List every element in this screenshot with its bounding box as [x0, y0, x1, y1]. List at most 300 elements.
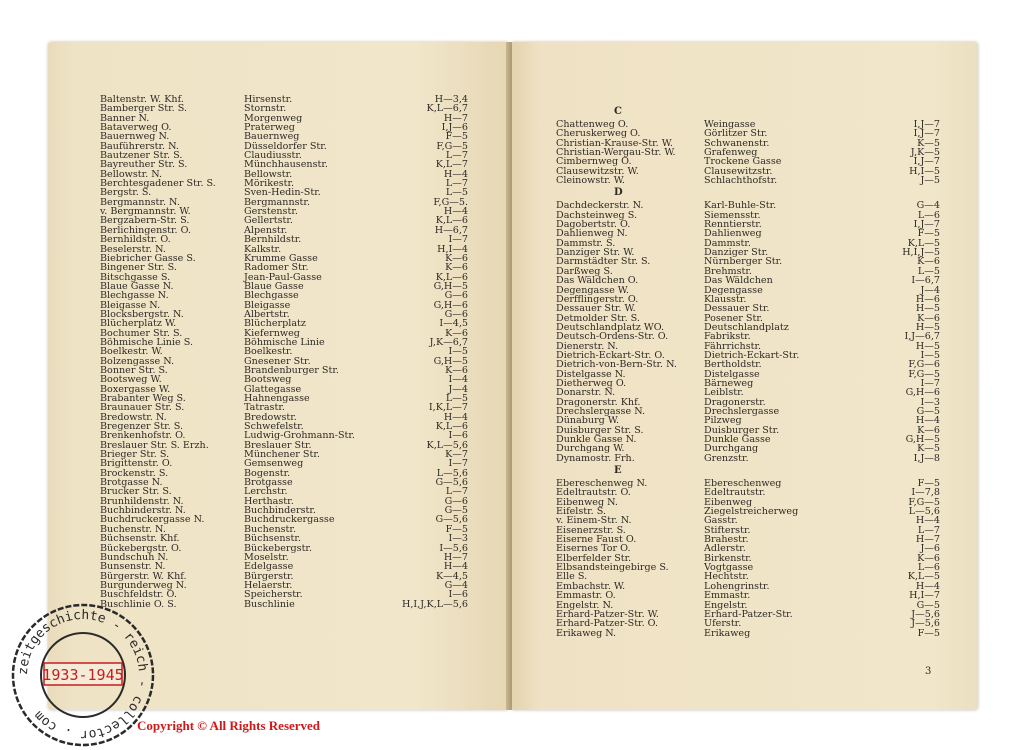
street-new-name: Stifterstr. — [704, 524, 751, 536]
grid-reference: K,L—5 — [907, 237, 940, 249]
grid-reference: H—6,7 — [434, 224, 468, 236]
street-new-name: Degengasse — [704, 284, 763, 296]
grid-reference: I—4,5 — [439, 318, 468, 330]
street-new-name: Brandenburger Str. — [244, 364, 339, 376]
grid-reference: H,I—5 — [909, 165, 940, 177]
street-new-name: Bertholdstr. — [704, 359, 762, 371]
street-new-name: Distelgasse — [704, 368, 760, 380]
collector-stamp — [8, 600, 158, 750]
grid-reference: H,I,J,K,L—5,6 — [401, 598, 468, 610]
grid-reference: I,J—6 — [441, 122, 468, 134]
street-old-name: Clausewitzstr. W. — [556, 165, 639, 177]
street-old-name: Bauführerstr. N. — [100, 140, 179, 152]
street-old-name: Das Wäldchen O. — [556, 275, 639, 287]
street-old-name: Berlichingenstr. O. — [100, 224, 192, 236]
street-new-name: Schwefelstr. — [244, 421, 304, 433]
grid-reference: H—4 — [443, 206, 468, 218]
street-old-name: Emmastr. O. — [556, 590, 616, 602]
street-new-name: Radomer Str. — [244, 262, 309, 274]
street-new-name: Herthastr. — [244, 495, 294, 507]
grid-reference: F—5 — [445, 131, 468, 143]
grid-reference: F,G—5. — [433, 196, 468, 208]
street-old-name: Detmolder Str. S. — [556, 312, 640, 324]
street-old-name: Boxergasse W. — [100, 383, 171, 395]
grid-reference: K—5 — [917, 137, 940, 149]
grid-reference: K,L—7 — [435, 159, 468, 171]
street-old-name: Degengasse W. — [556, 284, 630, 296]
street-new-name: Moselstr. — [244, 551, 289, 563]
street-old-name: Dienerstr. N. — [556, 340, 619, 352]
street-old-name: Böhmische Linie S. — [100, 336, 194, 348]
street-new-name: Clausewitzstr. — [704, 165, 773, 177]
street-old-name: Cleinowstr. W. — [556, 175, 625, 187]
street-new-name: Krumme Gasse — [244, 252, 318, 264]
grid-reference: L—6 — [917, 562, 940, 574]
street-old-name: Buchenstr. N. — [100, 523, 166, 535]
street-new-name: Lerchstr. — [244, 486, 288, 498]
street-old-name: Darßweg S. — [556, 265, 613, 277]
grid-reference: J—4 — [920, 284, 940, 296]
street-old-name: Dessauer Str. W. — [556, 303, 636, 315]
grid-reference: G,H—5 — [433, 280, 468, 292]
street-new-name: Büchsenstr. — [244, 533, 301, 545]
street-old-name: Engelstr. N. — [556, 599, 614, 611]
street-new-name: Schlachthofstr. — [704, 175, 778, 187]
street-new-name: Dahlienweg — [704, 228, 762, 240]
street-new-name: Gellertstr. — [244, 215, 293, 227]
street-old-name: Distelgasse N. — [556, 368, 626, 380]
street-old-name: Blücherplatz W. — [100, 318, 177, 330]
grid-reference: J—5 — [920, 175, 940, 187]
grid-reference: K—6 — [445, 262, 468, 274]
grid-reference: K,L—5,6 — [426, 439, 468, 451]
grid-reference: I,J—6,7 — [904, 331, 940, 343]
street-new-name: Gasstr. — [704, 515, 738, 527]
grid-reference: J—6 — [920, 543, 940, 555]
street-old-name: Bootsweg W. — [100, 374, 162, 386]
grid-reference: K,L—6 — [435, 271, 468, 283]
section-letter-heading — [556, 185, 940, 201]
page-number: 3 — [925, 666, 932, 677]
grid-reference: G,H—6 — [905, 387, 940, 399]
street-old-name: Blechgasse N. — [100, 290, 169, 302]
street-new-name: Leiblstr. — [704, 387, 744, 399]
grid-reference: K—6 — [445, 327, 468, 339]
street-old-name: Cheruskerweg O. — [556, 128, 641, 140]
index-row — [556, 454, 940, 463]
street-new-name: Buschlinie — [244, 598, 295, 610]
index-row — [556, 591, 940, 600]
street-old-name: Elbsandsteingebirge S. — [556, 562, 669, 574]
street-new-name: Kiefernweg — [244, 327, 300, 339]
street-old-name: Bautzener Str. S. — [100, 150, 183, 162]
street-new-name: Lohengrinstr. — [704, 580, 770, 592]
street-new-name: Böhmische Linie — [244, 336, 325, 348]
street-new-name: Ludwig-Grohmann-Str. — [244, 430, 355, 442]
grid-reference: I,K,L—7 — [428, 402, 468, 414]
street-old-name: Elle S. — [556, 571, 588, 583]
street-old-name: Bregenzer Str. S. — [100, 421, 184, 433]
grid-reference: H—7 — [915, 534, 940, 546]
grid-reference: K,L—6,7 — [426, 103, 468, 115]
street-new-name: Ebereschenweg — [704, 478, 782, 490]
grid-reference: I—4 — [448, 374, 468, 386]
street-old-name: Bergmannstr. N. — [100, 196, 180, 208]
grid-reference: L—7 — [445, 486, 468, 498]
grid-reference: J—5,6 — [911, 608, 940, 620]
street-old-name: Dietrich-Eckart-Str. O. — [556, 349, 665, 361]
grid-reference: I—6 — [448, 430, 468, 442]
street-old-name: Blaue Gasse N. — [100, 280, 174, 292]
street-new-name: Edelgasse — [244, 561, 294, 573]
street-old-name: Berchtesgadener Str. S. — [100, 178, 216, 190]
section-letter: E — [614, 465, 622, 477]
street-old-name: Brotgasse N. — [100, 477, 163, 489]
street-new-name: Brotgasse — [244, 477, 293, 489]
street-new-name: Blücherplatz — [244, 318, 306, 330]
street-old-name: Brockenstr. S. — [100, 467, 169, 479]
street-new-name: Erikaweg — [704, 627, 751, 639]
street-new-name: Trockene Gasse — [704, 156, 782, 168]
grid-reference: J—4 — [448, 383, 468, 395]
street-new-name: Eibenweg — [704, 496, 753, 508]
street-old-name: Danziger Str. W. — [556, 247, 635, 259]
street-new-name: Grafenweg — [704, 147, 758, 159]
copyright-notice: Copyright © All Rights Reserved — [137, 718, 321, 733]
grid-reference: G,H—5 — [433, 355, 468, 367]
grid-reference: J—5,6 — [911, 618, 940, 630]
street-new-name: Brahestr. — [704, 534, 749, 546]
street-old-name: Dragonerstr. Khf. — [556, 396, 641, 408]
street-new-name: Stornstr. — [244, 103, 287, 115]
street-new-name: Brehmstr. — [704, 265, 752, 277]
street-old-name: Dammstr. S. — [556, 237, 616, 249]
street-old-name: Embachstr. W. — [556, 580, 626, 592]
grid-reference: F—5 — [445, 523, 468, 535]
street-new-name: Praterweg — [244, 122, 295, 134]
street-old-name: Biebricher Gasse S. — [100, 252, 196, 264]
street-old-name: Buschfeldstr. O. — [100, 589, 177, 601]
grid-reference: I,J—7 — [913, 119, 940, 130]
grid-reference: F,G—5 — [436, 140, 468, 152]
grid-reference: F,G—5 — [908, 496, 940, 508]
grid-reference: H—7 — [443, 551, 468, 563]
grid-reference: H—5 — [915, 340, 940, 352]
street-new-name: Hechtstr. — [704, 571, 749, 583]
grid-reference: H—3,4 — [434, 94, 468, 105]
grid-reference: H—4 — [443, 411, 468, 423]
grid-reference: G—5,6 — [435, 477, 468, 489]
street-new-name: Tatrastr. — [244, 402, 285, 414]
grid-reference: F—5 — [917, 228, 940, 240]
grid-reference: F,G—5 — [908, 368, 940, 380]
grid-reference: K,L—6 — [435, 421, 468, 433]
street-new-name: Renntierstr. — [704, 219, 762, 231]
street-new-name: Sven-Hedin-Str. — [244, 187, 321, 199]
grid-reference: K—6 — [917, 424, 940, 436]
street-old-name: Drechslergasse N. — [556, 405, 646, 417]
street-new-name: Fährrichstr. — [704, 340, 762, 352]
grid-reference: K—6 — [917, 312, 940, 324]
grid-reference: H—4 — [443, 168, 468, 180]
street-old-name: Bürgerstr. W. Khf. — [100, 570, 187, 582]
street-new-name: Dietrich-Eckart-Str. — [704, 349, 800, 361]
grid-reference: I—7 — [448, 458, 468, 470]
street-old-name: Büchsenstr. Khf. — [100, 533, 180, 545]
street-new-name: Uferstr. — [704, 618, 742, 630]
street-old-name: Bückebergstr. O. — [100, 542, 182, 554]
street-old-name: Derfflingerstr. O. — [556, 293, 639, 305]
section-letter: D — [614, 187, 623, 199]
grid-reference: H—6 — [915, 293, 940, 305]
street-old-name: Darmstädter Str. S. — [556, 256, 651, 268]
street-new-name: Siemensstr. — [704, 209, 761, 221]
street-new-name: Weingasse — [704, 119, 756, 130]
street-old-name: Eisernes Tor O. — [556, 543, 631, 555]
street-new-name: Birkenstr. — [704, 552, 752, 564]
street-new-name: Das Wäldchen — [704, 275, 773, 287]
street-old-name: Bochumer Str. S. — [100, 327, 183, 339]
street-old-name: Breslauer Str. S. Erzh. — [100, 439, 209, 451]
street-new-name: Albertstr. — [244, 308, 290, 320]
street-old-name: Bayreuther Str. S. — [100, 159, 188, 171]
street-old-name: Bergzabern-Str. S. — [100, 215, 190, 227]
street-old-name: Bolzengasse N. — [100, 355, 175, 367]
street-new-name: Buchdruckergasse — [244, 514, 335, 526]
street-new-name: Münchhausenstr. — [244, 159, 328, 171]
street-new-name: Bellowstr. — [244, 168, 293, 180]
street-new-name: Dragonerstr. — [704, 396, 766, 408]
street-old-name: Brieger Str. S. — [100, 449, 170, 461]
street-old-name: Bellowstr. N. — [100, 168, 163, 180]
street-old-name: Baltenstr. W. Khf. — [100, 94, 184, 105]
street-new-name: Mörikestr. — [244, 178, 295, 190]
grid-reference: I,J—7 — [913, 128, 940, 140]
grid-reference: H—4 — [915, 580, 940, 592]
street-new-name: Helaerstr. — [244, 579, 293, 591]
street-new-name: Speicherstr. — [244, 589, 303, 601]
grid-reference: I—7,8 — [911, 487, 940, 499]
street-old-name: Deutschlandplatz WO. — [556, 321, 665, 333]
street-new-name: Grenzstr. — [704, 452, 749, 464]
street-old-name: Dünaburg W. — [556, 415, 620, 427]
street-new-name: Schwanenstr. — [704, 137, 770, 149]
street-new-name: Gemsenweg — [244, 458, 304, 470]
street-old-name: Bauernweg N. — [100, 131, 170, 143]
street-new-name: Glattegasse — [244, 383, 302, 395]
grid-reference: G—4 — [916, 200, 940, 212]
street-old-name: Burgunderweg N. — [100, 579, 187, 591]
street-old-name: Dietrich-von-Bern-Str. N. — [556, 359, 677, 371]
grid-reference: K,L—5 — [907, 571, 940, 583]
street-old-name: Bunsenstr. N. — [100, 561, 166, 573]
grid-reference: I,J—8 — [913, 452, 940, 464]
grid-reference: K—7 — [445, 449, 468, 461]
street-old-name: Christian-Krause-Str. W. — [556, 137, 673, 149]
right-street-index — [556, 104, 940, 638]
street-old-name: Brucker Str. S. — [100, 486, 172, 498]
street-old-name: Cimbernweg O. — [556, 156, 632, 168]
street-old-name: Duisburger Str. S. — [556, 424, 644, 436]
street-new-name: Jean-Paul-Gasse — [244, 271, 322, 283]
street-old-name: Bataverweg O. — [100, 122, 172, 134]
street-old-name: v. Einem-Str. N. — [556, 515, 632, 527]
grid-reference: J,K—5 — [910, 147, 940, 159]
grid-reference: G—6 — [444, 290, 468, 302]
street-new-name: Karl-Buhle-Str. — [704, 200, 777, 212]
section-letter-heading — [556, 463, 940, 479]
street-new-name: Duisburger Str. — [704, 424, 780, 436]
grid-reference: I,J—7 — [913, 219, 940, 231]
street-old-name: Braunauer Str. S. — [100, 402, 185, 414]
grid-reference: G,H—5 — [905, 434, 940, 445]
street-new-name: Claudiusstr. — [244, 150, 302, 162]
street-new-name: Bootsweg — [244, 374, 292, 386]
street-old-name: Dachdeckerstr. N. — [556, 200, 644, 212]
grid-reference: L—7 — [445, 178, 468, 190]
street-old-name: Bergstr. S. — [100, 187, 152, 199]
street-new-name: Gnesener Str. — [244, 355, 311, 367]
grid-reference: I—7 — [920, 377, 940, 389]
street-new-name: Klausstr. — [704, 293, 747, 305]
street-old-name: Edeltrautstr. O. — [556, 487, 631, 499]
street-new-name: Dessauer Str. — [704, 303, 770, 315]
grid-reference: H—4 — [443, 561, 468, 573]
grid-reference: I—3 — [448, 533, 468, 545]
street-new-name: Bauernweg — [244, 131, 300, 143]
street-new-name: Bärneweg — [704, 377, 754, 389]
grid-reference: L—6 — [917, 209, 940, 221]
street-new-name: Kalkstr. — [244, 243, 282, 255]
street-old-name: Eifelstr. S. — [556, 506, 607, 518]
grid-reference: G—4 — [444, 579, 468, 591]
street-new-name: Bürgerstr. — [244, 570, 294, 582]
grid-reference: L—5,6 — [908, 506, 940, 518]
street-old-name: Buschlinie O. S. — [100, 598, 177, 610]
street-old-name: Blocksbergstr. N. — [100, 308, 184, 320]
street-old-name: Erikaweg N. — [556, 627, 617, 639]
street-new-name: Münchener Str. — [244, 449, 320, 461]
street-new-name: Erhard-Patzer-Str. — [704, 608, 793, 620]
street-old-name: Brigittenstr. O. — [100, 458, 173, 470]
street-new-name: Hirsenstr. — [244, 94, 293, 105]
street-old-name: Bamberger Str. S. — [100, 103, 188, 115]
grid-reference: F,G—6 — [908, 359, 940, 371]
street-new-name: Gerstenstr. — [244, 206, 298, 218]
street-new-name: Deutschlandplatz — [704, 321, 789, 333]
street-old-name: Erhard-Patzer-Str. O. — [556, 618, 659, 630]
grid-reference: G—5,6 — [435, 514, 468, 526]
street-new-name: Vogtgasse — [704, 562, 754, 574]
street-new-name: Bleigasse — [244, 299, 291, 311]
street-old-name: Brunhildenstr. N. — [100, 495, 184, 507]
grid-reference: H—4 — [915, 515, 940, 527]
street-new-name: Fabrikstr. — [704, 331, 751, 343]
grid-reference: H,I,J—5 — [902, 247, 940, 259]
grid-reference: I—6,7 — [911, 275, 940, 287]
street-old-name: Dachsteinweg S. — [556, 209, 638, 221]
grid-reference: H—5 — [915, 303, 940, 315]
grid-reference: H,I—7 — [909, 590, 940, 602]
grid-reference: K—5 — [917, 443, 940, 455]
grid-reference: I—5,6 — [439, 542, 468, 554]
street-old-name: Bitschgasse S. — [100, 271, 171, 283]
street-new-name: Düsseldorfer Str. — [244, 140, 327, 152]
street-new-name: Posener Str. — [704, 312, 763, 324]
grid-reference: K—6 — [445, 364, 468, 376]
street-old-name: Dunkle Gasse N. — [556, 434, 637, 445]
street-old-name: Dynamostr. Frh. — [556, 452, 635, 464]
street-new-name: Bernhildstr. — [244, 234, 302, 246]
street-new-name: Morgenweg — [244, 112, 303, 124]
street-new-name: Blechgasse — [244, 290, 299, 302]
street-old-name: Buchbinderstr. N. — [100, 505, 186, 517]
grid-reference: I—3 — [920, 396, 940, 408]
grid-reference: F—5 — [917, 627, 940, 639]
street-old-name: Boelkestr. W. — [100, 346, 163, 358]
grid-reference: G—6 — [444, 308, 468, 320]
grid-reference: L—5,6 — [436, 467, 468, 479]
grid-reference: K—4,5 — [435, 570, 468, 582]
street-new-name: Bogenstr. — [244, 467, 291, 479]
street-new-name: Danziger Str. — [704, 247, 769, 259]
stamp-center-text: 1933-1945 — [42, 666, 124, 684]
street-new-name: Alpenstr. — [244, 224, 288, 236]
street-old-name: Buchdruckergasse N. — [100, 514, 205, 526]
street-old-name: Dahlienweg N. — [556, 228, 628, 240]
grid-reference: L—5 — [445, 187, 468, 199]
street-old-name: Bonner Str. S. — [100, 364, 168, 376]
street-old-name: Eiserne Faust O. — [556, 534, 637, 546]
street-new-name: Emmastr. — [704, 590, 751, 602]
street-new-name: Engelstr. — [704, 599, 748, 611]
street-new-name: Dammstr. — [704, 237, 751, 249]
street-old-name: Durchgang W. — [556, 443, 625, 455]
street-old-name: Bleigasse N. — [100, 299, 161, 311]
grid-reference: H—5 — [915, 321, 940, 333]
street-new-name: Bückebergstr. — [244, 542, 312, 554]
grid-reference: L—5 — [917, 265, 940, 277]
grid-reference: I—7 — [448, 234, 468, 246]
street-new-name: Adlerstr. — [704, 543, 746, 555]
street-new-name: Bergmannstr. — [244, 196, 310, 208]
index-row — [556, 629, 940, 638]
street-old-name: Beselerstr. N. — [100, 243, 166, 255]
street-old-name: Bernhildstr. O. — [100, 234, 171, 246]
street-new-name: Boelkestr. — [244, 346, 293, 358]
street-new-name: Görlitzer Str. — [704, 128, 768, 140]
grid-reference: F—5 — [917, 478, 940, 490]
street-old-name: Elberfelder Str. — [556, 552, 632, 564]
street-old-name: Donarstr. N. — [556, 387, 616, 399]
street-old-name: Dagobertstr. O. — [556, 219, 631, 231]
street-old-name: v. Bergmannstr. W. — [100, 206, 191, 218]
grid-reference: I—5 — [920, 349, 940, 361]
street-old-name: Deutsch-Ordens-Str. O. — [556, 331, 669, 343]
street-old-name: Bundschuh N. — [100, 551, 169, 563]
street-old-name: Bredowstr. N. — [100, 411, 167, 423]
street-new-name: Durchgang — [704, 443, 759, 455]
grid-reference: G—6 — [444, 495, 468, 507]
grid-reference: H,I—4 — [437, 243, 468, 255]
grid-reference: I,J—7 — [913, 156, 940, 168]
street-new-name: Dunkle Gasse — [704, 434, 771, 445]
street-new-name: Edeltrautstr. — [704, 487, 766, 499]
street-old-name: Eibenweg N. — [556, 496, 618, 508]
grid-reference: L—5 — [445, 393, 468, 404]
grid-reference: K—6 — [917, 552, 940, 564]
grid-reference: K,L—6 — [435, 215, 468, 227]
